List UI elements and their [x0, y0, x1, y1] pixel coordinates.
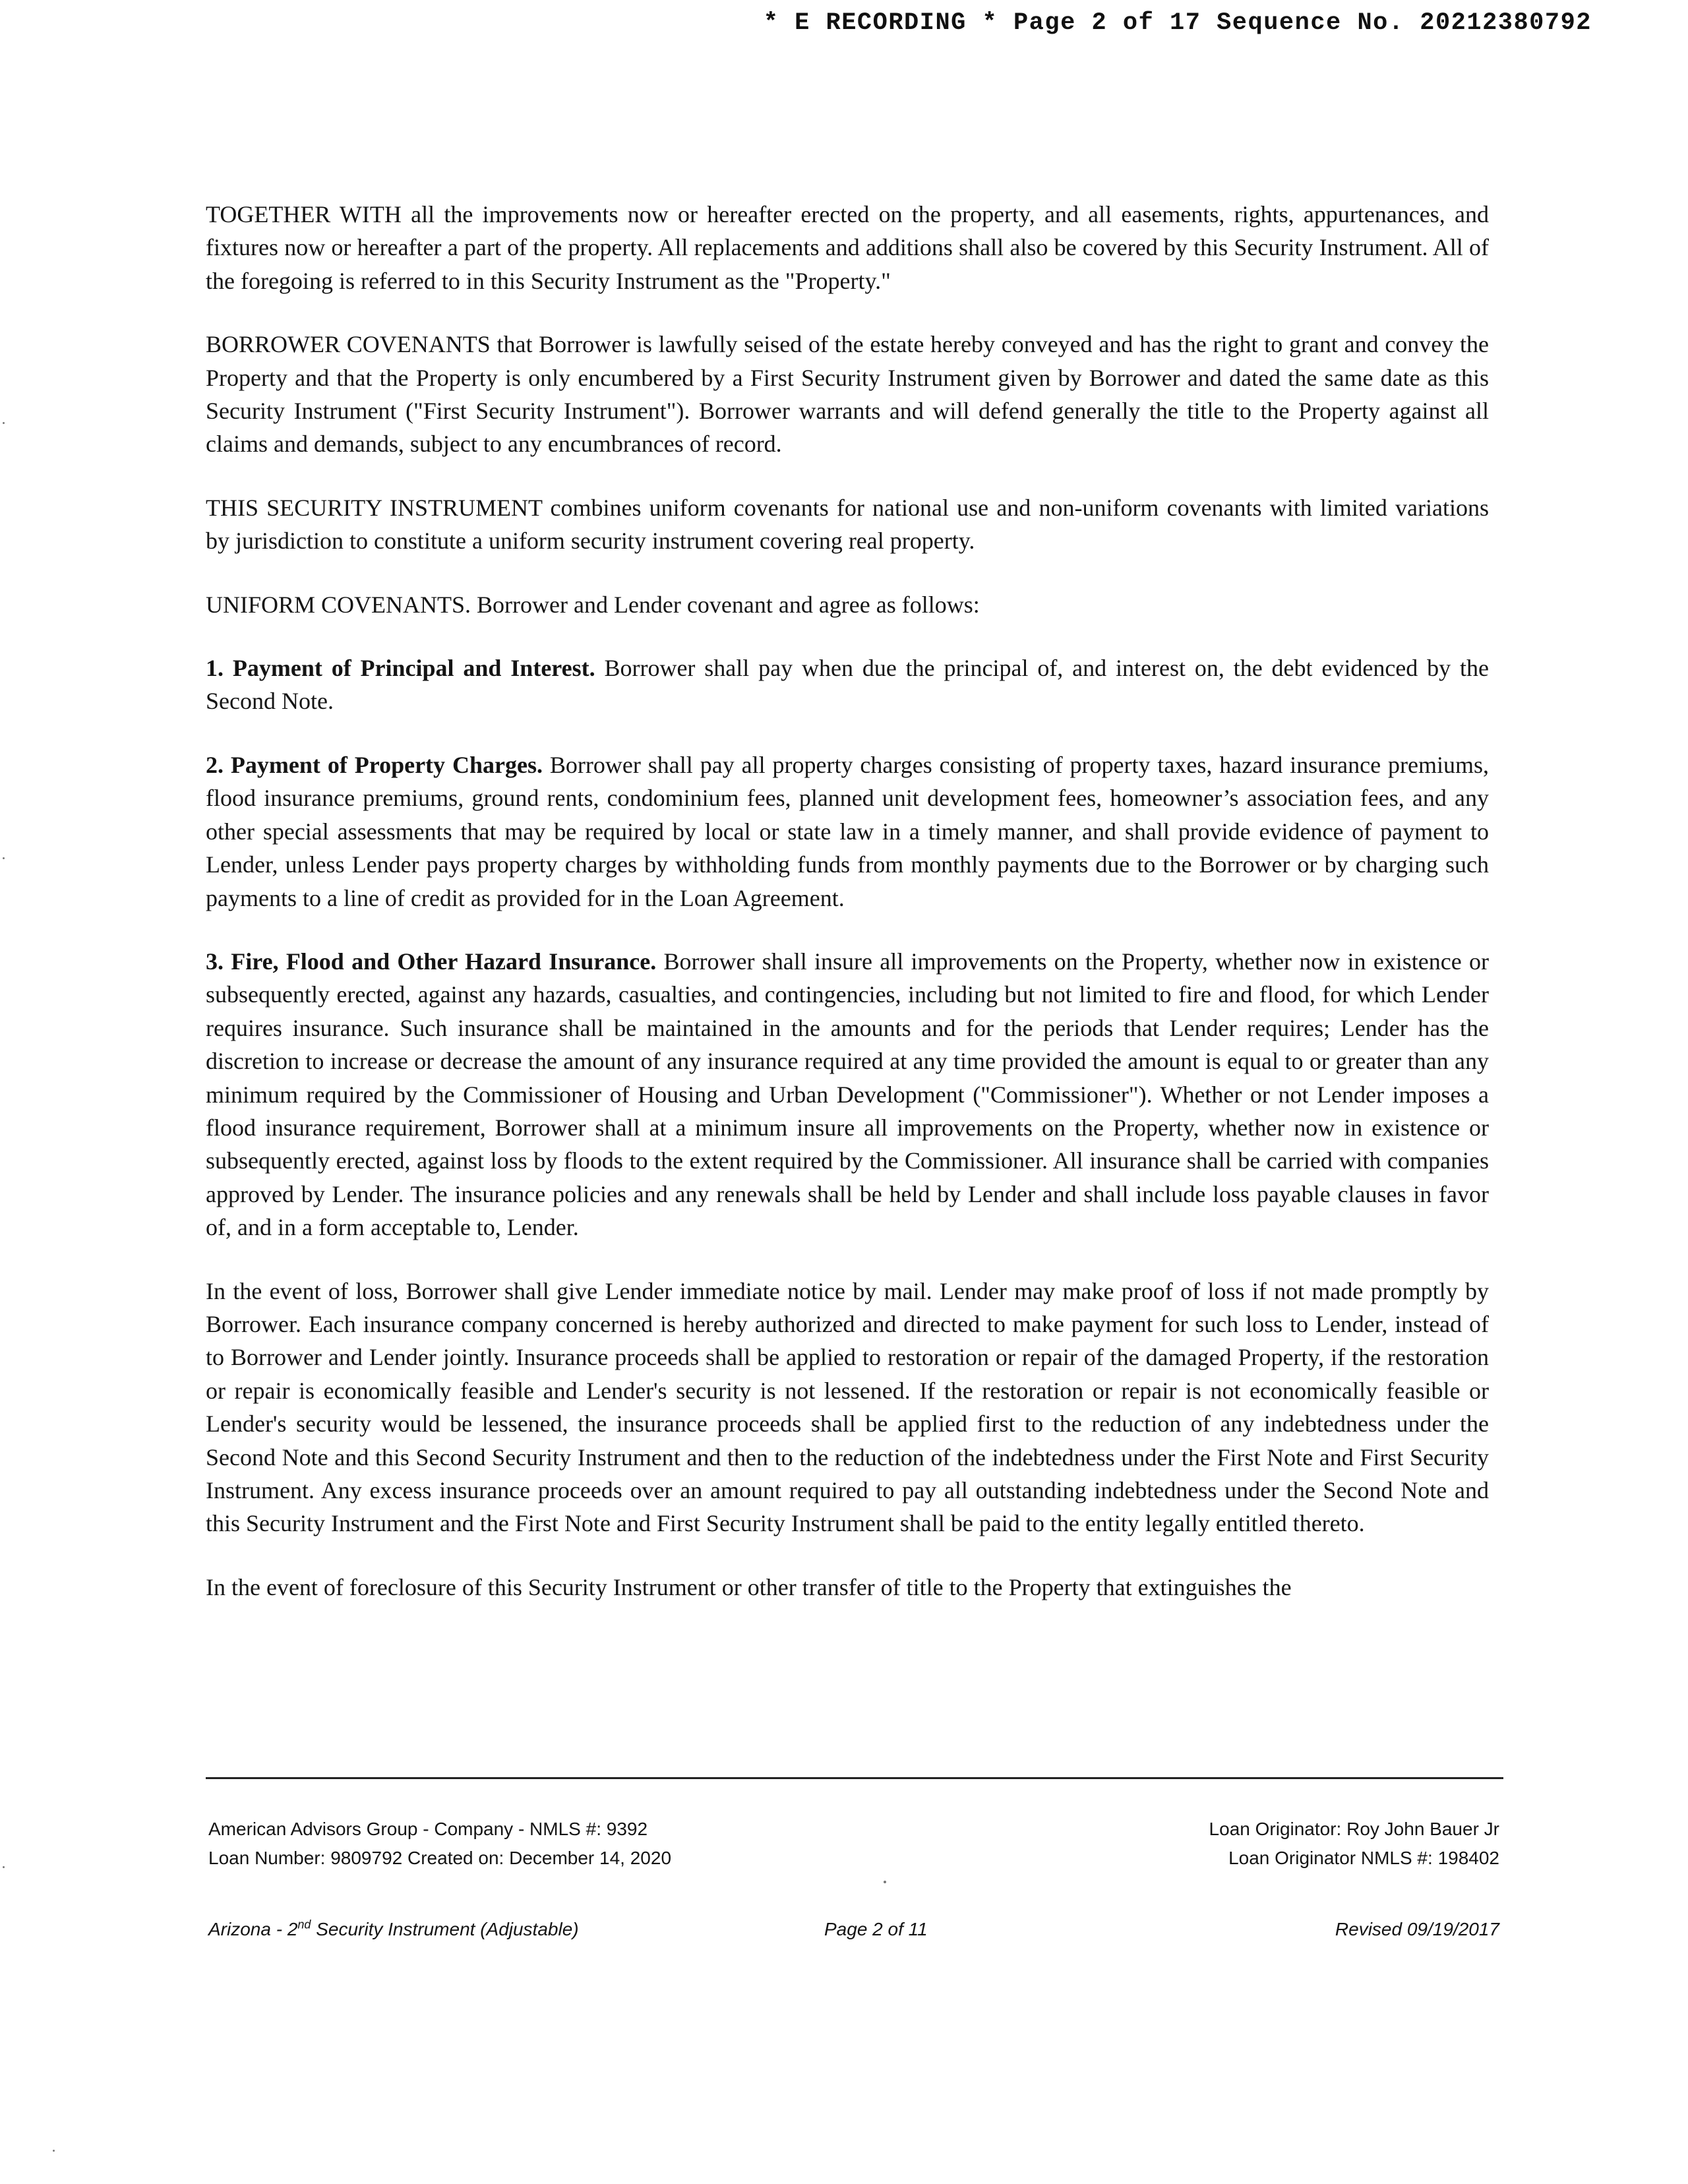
document-body: [206, 198, 1489, 1604]
section-3-hazard-insurance: [206, 945, 1489, 1244]
paragraph-together-with: [206, 198, 1489, 297]
originator-nmls-line: Loan Originator NMLS #: 198402: [1228, 1848, 1499, 1868]
recording-stamp: * E RECORDING * Page 2 of 17 Sequence No. 20212380792: [763, 9, 1592, 37]
paragraph-text: Borrower shall pay when due the principal of, and interest on, the debt evidenced by the Second Note.: [206, 655, 1489, 715]
paragraph-text: TOGETHER WITH all the improvements now or hereafter erected on the property, and all easements, rights, appurtenances, and fixtures now or hereafter a part of the property. All replacements and additions shall also be covered by this Security Instrument. All of the foregoing is referred to in this Security Instrument as the "Property.": [206, 201, 1489, 294]
footer-divider: [206, 1777, 1503, 1779]
section-1-payment-principal-interest: [206, 652, 1489, 718]
scan-speck: [884, 1881, 886, 1883]
paragraph-text: BORROWER COVENANTS that Borrower is lawfully seised of the estate hereby conveyed and has the right to grant and convey the Property and that the Property is only encumbered by a First Security Instrument given by Borrower and dated the same date as this Security Instrument ("First Security Instrument"). Borrower warrants and will defend generally the title to the Property against all claims and demands, subject to any encumbrances of record.: [206, 331, 1489, 458]
form-footer: [208, 1915, 1499, 1948]
paragraph-text: In the event of foreclosure of this Security Instrument or other transfer of title to the Property that extinguishes the: [206, 1573, 1292, 1600]
footer-right-block: [1209, 1815, 1499, 1873]
paragraph-text: In the event of loss, Borrower shall give Lender immediate notice by mail. Lender may make proof of loss if not made promptly by Borrower. Each insurance company concerned is hereby authorized and directed to make payment for such loss to Lender, instead of to Borrower and Lender jointly. Insurance proceeds shall be applied to restoration or repair of the damaged Property, if the restoration or repair is economically feasible and Lender's security is not lessened. If the restoration or repair is not economically feasible or Lender's security would be lessened, the insurance proceeds shall be applied first to the reduction of any indebtedness under the Second Note and this Second Security Instrument and then to the reduction of the indebtedness under the First Note and First Security Instrument. Any excess insurance proceeds over an amount required to pay all outstanding indebtedness under the Second Note and this Security Instrument and the First Note and First Security Instrument shall be paid to the entity legally entitled thereto.: [206, 1277, 1489, 1537]
form-title: [208, 1915, 579, 1944]
paragraph-this-security-instrument: [206, 491, 1489, 558]
paragraph-text: Borrower shall pay all property charges consisting of property taxes, hazard insurance premiums, flood insurance premiums, ground rents, condominium fees, planned unit development fees, homeowner’s association fees, and any other special assessments that may be required by local or state law in a timely manner, and shall provide evidence of payment to Lender, unless Lender pays property charges by withholding funds from monthly payments due to the Borrower or by charging such payments to a line of credit as provided for in the Loan Agreement.: [206, 751, 1490, 911]
form-ordinal: nd: [297, 1918, 311, 1931]
loan-line: Loan Number: 9809792 Created on: December 14, 2020: [208, 1848, 672, 1868]
scan-speck: [53, 2150, 55, 2152]
footer-left-block: [208, 1815, 671, 1873]
form-revised-date: Revised 09/19/2017: [1335, 1919, 1499, 1939]
form-page-number: Page 2 of 11: [824, 1919, 928, 1939]
paragraph-event-of-foreclosure: [206, 1571, 1489, 1604]
scan-speck: [3, 422, 5, 424]
paragraph-text: Borrower shall insure all improvements on the Property, whether now in existence or subsequently erected, against any hazards, casualties, and contingencies, including but not limited to fire and flood, for which Lender requires insurance. Such insurance shall be maintained in the amounts and for the periods that Lender requires; Lender has the discretion to increase or decrease the amount of any insurance required at any time provided the amount is equal to or greater than any minimum required by the Commissioner of Housing and Urban Development ("Commissioner"). Whether or not Lender imposes a flood insurance requirement, Borrower shall at a minimum insure all improvements on the Property, whether now in existence or subsequently erected, against loss by floods to the extent required by the Commissioner. All insurance shall be carried with companies approved by Lender. The insurance policies and any renewals shall be held by Lender and shall include loss payable clauses in favor of, and in a form acceptable to, Lender.: [206, 948, 1489, 1241]
section-heading: 3. Fire, Flood and Other Hazard Insurance.: [206, 948, 657, 975]
form-state: Arizona - 2: [208, 1919, 298, 1939]
company-line: American Advisors Group - Company - NMLS #: 9392: [208, 1819, 648, 1839]
originator-line: Loan Originator: Roy John Bauer Jr: [1209, 1819, 1499, 1839]
paragraph-event-of-loss: [206, 1275, 1489, 1540]
paragraph-uniform-covenants: [206, 588, 1489, 621]
section-heading: 2. Payment of Property Charges.: [206, 751, 543, 778]
section-heading: 1. Payment of Principal and Interest.: [206, 655, 595, 682]
paragraph-borrower-covenants: [206, 328, 1489, 461]
paragraph-text: UNIFORM COVENANTS. Borrower and Lender covenant and agree as follows:: [206, 591, 980, 618]
scan-speck: [3, 857, 5, 859]
paragraph-text: THIS SECURITY INSTRUMENT combines uniform covenants for national use and non-uniform covenants with limited variations by jurisdiction to constitute a uniform security instrument covering real property.: [206, 494, 1489, 555]
footer-info: [208, 1815, 1499, 1881]
scan-speck: [3, 1866, 5, 1868]
section-2-property-charges: [206, 748, 1489, 915]
form-title-rest: Security Instrument (Adjustable): [311, 1919, 579, 1939]
